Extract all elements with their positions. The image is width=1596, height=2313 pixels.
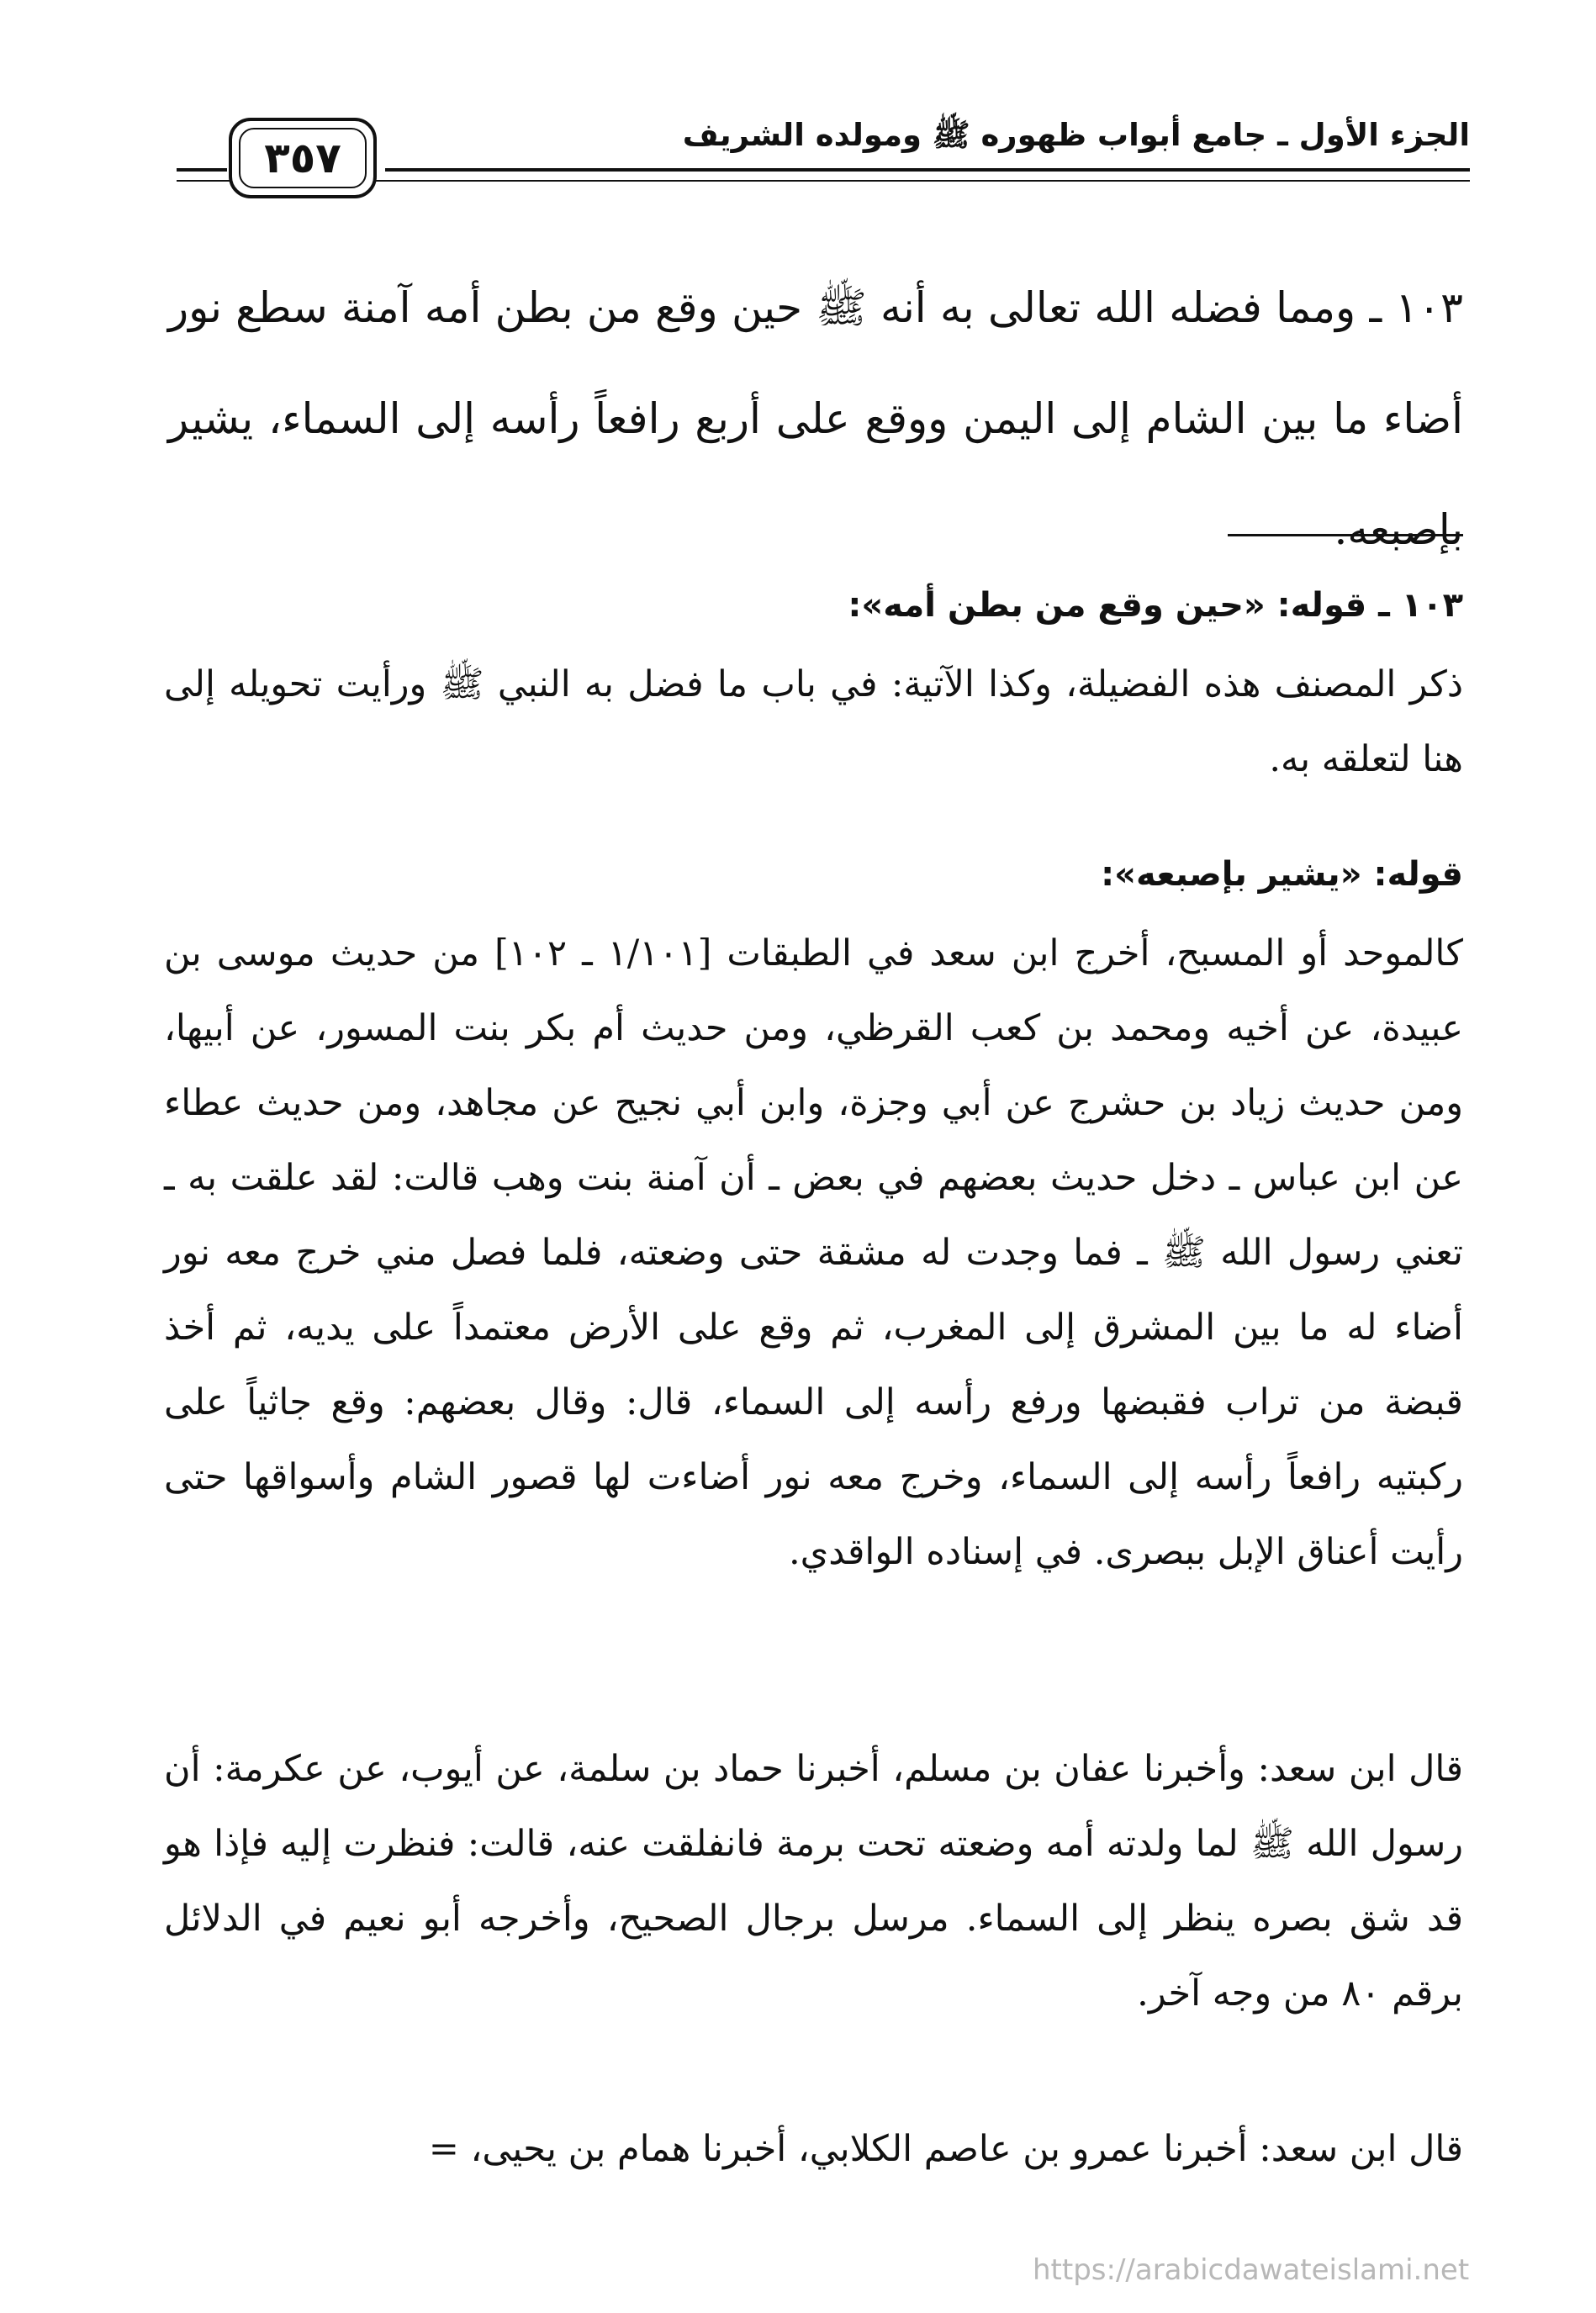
- note-heading: قوله: «يشير بإصبعه»:: [1101, 855, 1463, 894]
- footnote-separator: [1228, 534, 1463, 536]
- page-number: ٣٥٧: [239, 128, 367, 188]
- note-paragraph: ذكر المصنف هذه الفضيلة، وكذا الآتية: في باب ما فضل به النبي ﷺ ورأيت تحويله إلى هنا لتعلقه به.: [164, 663, 1463, 780]
- note-paragraph: قال ابن سعد: أخبرنا عمرو بن عاصم الكلابي، أخبرنا همام بن يحيى، =: [428, 2128, 1463, 2170]
- watermark-url: https://arabicdawateislami.net: [1033, 2253, 1470, 2287]
- running-header-title: الجزء الأول ـ جامع أبواب ظهوره ﷺ ومولده الشريف: [682, 117, 1470, 153]
- note-paragraph: قال ابن سعد: وأخبرنا عفان بن مسلم، أخبرنا حماد بن سلمة، عن أيوب، عن عكرمة: أن رسول الله ﷺ لما ولدته أمه وضعته تحت برمة فانفلقت عنه، قالت: فنظرت إليه فإذا هو قد شق بصره ينظر إلى السماء. مرسل برجال الصحيح، وأخرجه أبو نعيم في الدلائل برقم ٨٠ من وجه آخر.: [164, 1748, 1463, 2015]
- note-paragraph: كالموحد أو المسبح، أخرج ابن سعد في الطبقات [١/١٠١ ـ ١٠٢] من حديث موسى بن عبيدة، عن أخيه ومحمد بن كعب القرظي، ومن حديث أم بكر بنت المسور، عن أبيها، ومن حديث زياد بن حشرج عن أبي وجزة، وابن أبي نجيح عن مجاهد، ومن حديث عطاء عن ابن عباس ـ دخل حديث بعضهم في بعض ـ أن آمنة بنت وهب قالت: لقد علقت به ـ تعني رسول الله ﷺ ـ فما وجدت له مشقة حتى وضعته، فلما فصل مني خرج معه نور أضاء له ما بين المشرق إلى المغرب، ثم وقع على الأرض معتمداً على يديه، ثم أخذ قبضة من تراب فقبضها ورفع رأسه إلى السماء، قال: وقال بعضهم: وقع جاثياً على ركبتيه رافعاً رأسه إلى السماء، وخرج معه نور أضاءت لها قصور الشام وأسواقها حتى رأيت أعناق الإبل ببصرى. في إسناده الواقدي.: [164, 932, 1464, 1573]
- main-text: ١٠٣ ـ ومما فضله الله تعالى به أنه ﷺ حين وقع من بطن أمه آمنة سطع نور أضاء ما بين الشام إلى اليمن ووقع على أربع رافعاً رأسه إلى السماء، يشير بإصبعه.: [168, 283, 1463, 554]
- page-number-frame: [229, 118, 377, 198]
- header-rule-left: [177, 168, 227, 172]
- note-heading: ١٠٣ ـ قوله: «حين وقع من بطن أمه»:: [848, 586, 1463, 625]
- header-rule-thick: [385, 168, 1470, 172]
